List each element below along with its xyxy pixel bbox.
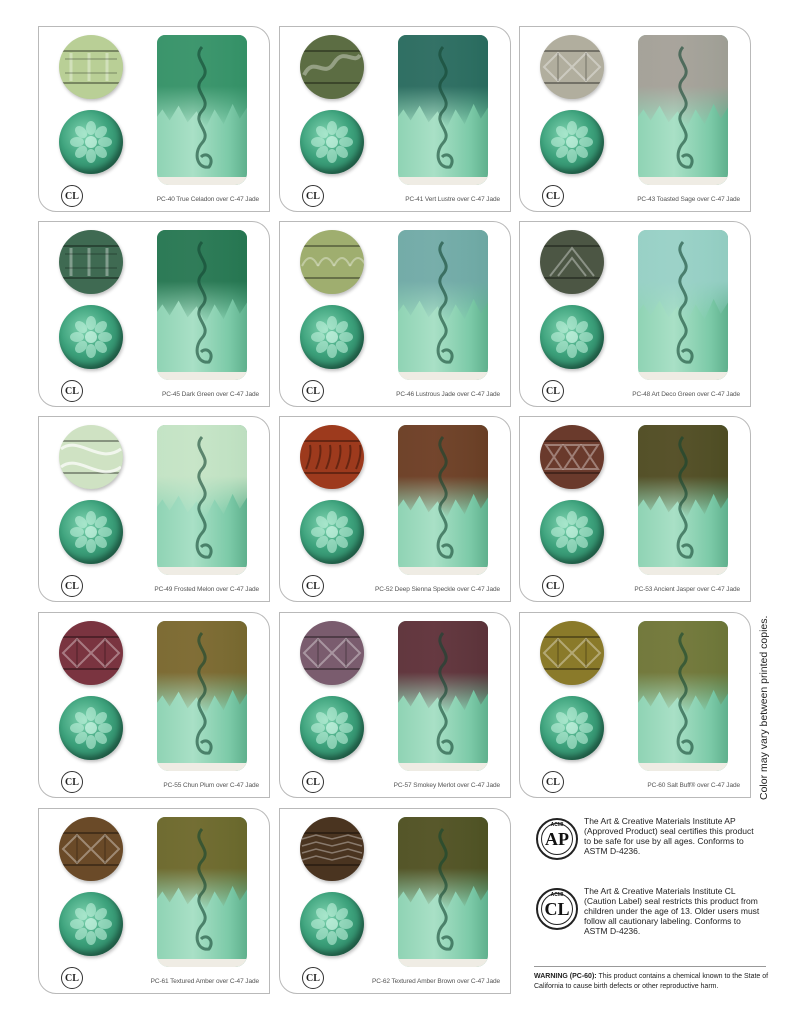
glaze-swatch-card	[519, 612, 751, 798]
flower-relief-pattern	[540, 305, 604, 369]
flower-relief-pattern	[540, 500, 604, 564]
glazed-vase-sample	[157, 817, 247, 967]
cl-seal-icon: CL	[302, 771, 324, 793]
deco-relief-pattern	[540, 230, 604, 294]
glaze-swatch-card	[279, 808, 511, 994]
glaze-test-tile	[540, 230, 604, 294]
diamond-relief-pattern	[540, 621, 604, 685]
vine-relief-pattern	[668, 631, 698, 766]
jade-base-tile	[300, 305, 364, 369]
vine-relief-pattern	[187, 435, 217, 570]
scales-relief-pattern	[300, 230, 364, 294]
glaze-caption: PC-60 Salt Buff® over C-47 Jade	[647, 782, 740, 789]
cl-seal-icon: CL	[302, 967, 324, 989]
flower-relief-pattern	[59, 305, 123, 369]
bamboo-relief-pattern	[59, 35, 123, 99]
cl-seal-icon: ACMI CL	[536, 888, 578, 930]
cl-seal-icon: CL	[302, 380, 324, 402]
glaze-caption: PC-52 Deep Sienna Speckle over C-47 Jade	[375, 586, 500, 593]
flower-relief-pattern	[540, 696, 604, 760]
chevron-relief-pattern	[300, 817, 364, 881]
jade-base-tile	[300, 892, 364, 956]
vine-relief-pattern	[428, 45, 458, 180]
flower-relief-pattern	[59, 500, 123, 564]
flower-relief-pattern	[300, 305, 364, 369]
flower-relief-pattern	[300, 500, 364, 564]
cl-seal-icon: CL	[61, 185, 83, 207]
vine-relief-pattern	[668, 45, 698, 180]
bamboo-relief-pattern	[59, 230, 123, 294]
glaze-test-tile	[300, 621, 364, 685]
jade-base-tile	[300, 500, 364, 564]
vine-relief-pattern	[187, 45, 217, 180]
glaze-swatch-card	[519, 26, 751, 212]
glaze-swatch-card	[38, 416, 270, 602]
glaze-swatch-card	[38, 612, 270, 798]
cl-seal-icon: CL	[61, 771, 83, 793]
jade-base-tile	[59, 110, 123, 174]
glaze-test-tile	[300, 817, 364, 881]
glazed-vase-sample	[638, 425, 728, 575]
glaze-swatch-card	[38, 808, 270, 994]
dragon-relief-pattern	[300, 35, 364, 99]
cl-seal-icon: CL	[542, 380, 564, 402]
vine-relief-pattern	[187, 631, 217, 766]
jade-base-tile	[59, 892, 123, 956]
flower-relief-pattern	[300, 696, 364, 760]
glazed-vase-sample	[638, 230, 728, 380]
glazed-vase-sample	[398, 621, 488, 771]
glaze-caption: PC-53 Ancient Jasper over C-47 Jade	[634, 586, 740, 593]
hourglass-relief-pattern	[540, 425, 604, 489]
glaze-test-tile	[59, 817, 123, 881]
diamond-relief-pattern	[300, 621, 364, 685]
waves-relief-pattern	[59, 425, 123, 489]
glaze-caption: PC-40 True Celadon over C-47 Jade	[156, 196, 259, 203]
cl-seal-icon: CL	[302, 575, 324, 597]
cl-seal-icon: CL	[542, 185, 564, 207]
cl-seal-icon: CL	[61, 575, 83, 597]
star-relief-pattern	[59, 817, 123, 881]
vine-relief-pattern	[428, 827, 458, 962]
glaze-caption: PC-55 Chun Plum over C-47 Jade	[163, 782, 259, 789]
glaze-swatch-card	[279, 612, 511, 798]
warning-text: This product contains a chemical known to the State of California to cause birth defects or other reproductive harm.	[534, 973, 769, 990]
glaze-test-tile	[59, 621, 123, 685]
glaze-test-tile	[540, 35, 604, 99]
flower-relief-pattern	[300, 892, 364, 956]
glazed-vase-sample	[157, 425, 247, 575]
divider	[534, 966, 766, 967]
color-disclaimer: Color may vary between printed copies.	[758, 615, 770, 800]
glaze-caption: PC-49 Frosted Melon over C-47 Jade	[154, 586, 259, 593]
cl-seal-icon: CL	[61, 380, 83, 402]
cl-seal-description: The Art & Creative Materials Institute CL (Caution Label) seal restricts this product from children under the age of 13. Older users must follow all cautionary labeling. Conforms to ASTM D-4236.	[584, 886, 760, 936]
cl-seal-icon: CL	[302, 185, 324, 207]
glaze-caption: PC-41 Vert Lustre over C-47 Jade	[405, 196, 500, 203]
glaze-swatch-card	[38, 26, 270, 212]
vine-relief-pattern	[428, 631, 458, 766]
glaze-caption: PC-45 Dark Green over C-47 Jade	[162, 391, 259, 398]
flower-relief-pattern	[59, 696, 123, 760]
cl-seal-icon: CL	[61, 967, 83, 989]
warning-label: WARNING (PC-60):	[534, 973, 597, 980]
star-relief-pattern	[59, 621, 123, 685]
glaze-test-tile	[540, 621, 604, 685]
glazed-vase-sample	[398, 230, 488, 380]
glazed-vase-sample	[398, 817, 488, 967]
glaze-swatch-card	[38, 221, 270, 407]
vine-relief-pattern	[428, 435, 458, 570]
cl-seal-icon: CL	[542, 771, 564, 793]
glaze-test-tile	[540, 425, 604, 489]
glaze-swatch-card	[519, 416, 751, 602]
jade-base-tile	[540, 110, 604, 174]
glazed-vase-sample	[157, 230, 247, 380]
glazed-vase-sample	[638, 35, 728, 185]
diamond-relief-pattern	[540, 35, 604, 99]
glaze-test-tile	[59, 35, 123, 99]
jade-base-tile	[300, 696, 364, 760]
glaze-test-tile	[300, 230, 364, 294]
glaze-test-tile	[59, 230, 123, 294]
flower-relief-pattern	[300, 110, 364, 174]
vine-relief-pattern	[668, 240, 698, 375]
jade-base-tile	[300, 110, 364, 174]
jade-base-tile	[59, 696, 123, 760]
jade-base-tile	[59, 305, 123, 369]
ap-seal-icon: ACMI AP	[536, 818, 578, 860]
glaze-swatch-card	[279, 26, 511, 212]
glazed-vase-sample	[398, 425, 488, 575]
glaze-swatch-card	[519, 221, 751, 407]
glaze-test-tile	[300, 425, 364, 489]
vine-relief-pattern	[428, 240, 458, 375]
glazed-vase-sample	[638, 621, 728, 771]
vine-relief-pattern	[187, 827, 217, 962]
flower-relief-pattern	[59, 892, 123, 956]
glaze-caption: PC-62 Textured Amber Brown over C-47 Jade	[371, 978, 500, 985]
glazed-vase-sample	[157, 621, 247, 771]
glaze-test-tile	[300, 35, 364, 99]
flower-relief-pattern	[59, 110, 123, 174]
glaze-caption: PC-61 Textured Amber over C-47 Jade	[150, 978, 259, 985]
cl-seal-icon: CL	[542, 575, 564, 597]
vine-relief-pattern	[668, 435, 698, 570]
glazed-vase-sample	[398, 35, 488, 185]
wheat-relief-pattern	[300, 425, 364, 489]
ap-seal-description: The Art & Creative Materials Institute AP (Approved Product) seal certifies this product to be safe for use by all ages. Conforms to ASTM D-4236.	[584, 816, 754, 856]
jade-base-tile	[540, 696, 604, 760]
glaze-test-tile	[59, 425, 123, 489]
glaze-caption: PC-46 Lustrous Jade over C-47 Jade	[396, 391, 500, 398]
prop65-warning	[534, 972, 770, 992]
jade-base-tile	[540, 305, 604, 369]
glazed-vase-sample	[157, 35, 247, 185]
jade-base-tile	[59, 500, 123, 564]
glaze-caption: PC-48 Art Deco Green over C-47 Jade	[632, 391, 740, 398]
vine-relief-pattern	[187, 240, 217, 375]
glaze-caption: PC-43 Toasted Sage over C-47 Jade	[637, 196, 740, 203]
jade-base-tile	[540, 500, 604, 564]
glaze-swatch-card	[279, 416, 511, 602]
flower-relief-pattern	[540, 110, 604, 174]
glaze-caption: PC-57 Smokey Merlot over C-47 Jade	[393, 782, 500, 789]
glaze-swatch-card	[279, 221, 511, 407]
